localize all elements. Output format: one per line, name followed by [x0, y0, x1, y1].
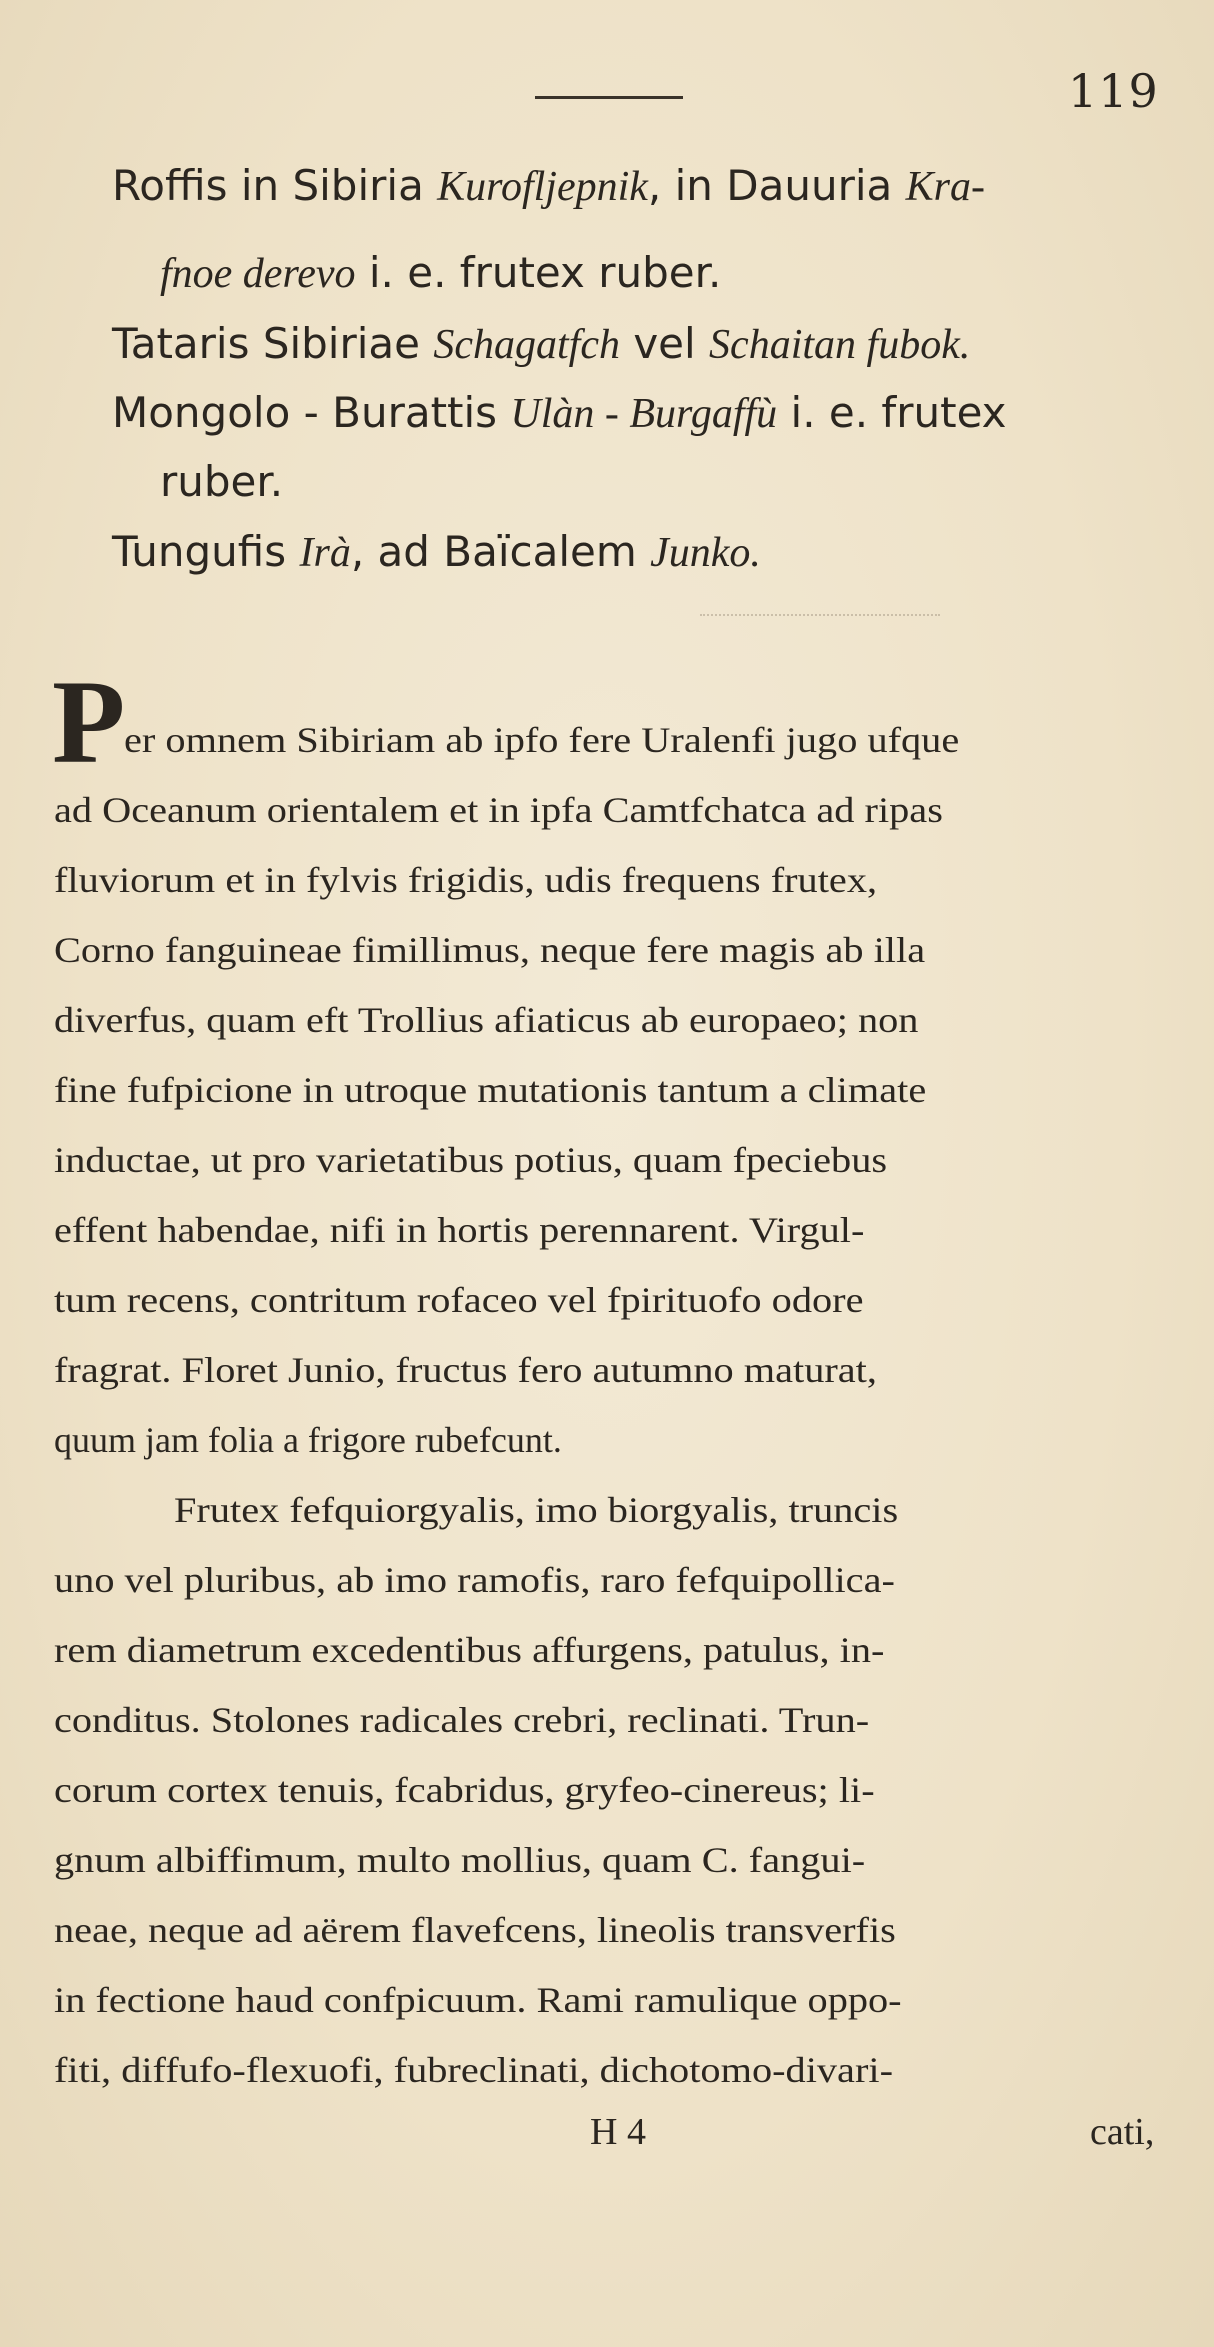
text-line: fine fufpicione in utroque mutationis tantum a climate — [54, 1070, 927, 1110]
text-line: corum cortex tenuis, fcabridus, gryfeo-cinereus; li- — [54, 1770, 875, 1810]
text-line: gnum albiffimum, multo mollius, quam C. fangui- — [54, 1840, 866, 1880]
name-line: fnoe derevo i. e. frutex ruber. — [160, 248, 722, 297]
text-line: effent habendae, nifi in hortis perennarent. Virgul- — [54, 1210, 865, 1250]
name-line: Tataris Sibiriae Schagatfch vel Schaitan fubok. — [112, 319, 971, 368]
text-line: neae, neque ad aërem flavefcens, lineolis transverfis — [54, 1910, 896, 1950]
name-line: Roffis in Sibiria Kurofljepnik, in Dauuria Kra- — [112, 161, 985, 210]
text-line: fragrat. Floret Junio, fructus fero autumno maturat, — [54, 1350, 877, 1390]
text-line: inductae, ut pro varietatibus potius, quam fpeciebus — [54, 1140, 888, 1180]
text-line: diverfus, quam eft Trollius afiaticus ab europaeo; non — [54, 1000, 919, 1040]
text-line: ad Oceanum orientalem et in ipfa Camtfchatca ad ripas — [54, 790, 943, 830]
text-line: conditus. Stolones radicales crebri, reclinati. Trun- — [54, 1700, 870, 1740]
header-rule — [535, 96, 683, 99]
text-line: quum jam folia a frigore rubefcunt. — [54, 1420, 562, 1460]
text-line: tum recens, contritum rofaceo vel fpirituofo odore — [54, 1280, 864, 1320]
text-line: rem diametrum excedentibus affurgens, patulus, in- — [54, 1630, 885, 1670]
text-line: er omnem Sibiriam ab ipfo fere Uralenfi jugo ufque — [124, 720, 960, 760]
text-line: fluviorum et in fylvis frigidis, udis frequens frutex, — [54, 860, 878, 900]
drop-cap: P — [52, 655, 126, 788]
name-line: ruber. — [160, 457, 284, 506]
section-separator — [700, 614, 940, 618]
text-line: Frutex fefquiorgyalis, imo biorgyalis, truncis — [174, 1490, 899, 1530]
text-line: uno vel pluribus, ab imo ramofis, raro fefquipollica- — [54, 1560, 895, 1600]
text-line: fiti, diffufo-flexuofi, fubreclinati, dichotomo-divari- — [54, 2050, 894, 2090]
catchword: cati, — [1090, 2111, 1155, 2153]
signature-mark: H 4 — [590, 2111, 646, 2153]
text-line: Corno fanguineae fimillimus, neque fere magis ab illa — [54, 930, 926, 970]
page-number: 119 — [1068, 64, 1159, 118]
name-line: Mongolo - Burattis Ulàn - Burgaffù i. e. frutex — [112, 388, 1007, 437]
name-line: Tungufis Irà, ad Baïcalem Junko. — [112, 527, 761, 576]
text-line: in fectione haud confpicuum. Rami ramulique oppo- — [54, 1980, 902, 2020]
